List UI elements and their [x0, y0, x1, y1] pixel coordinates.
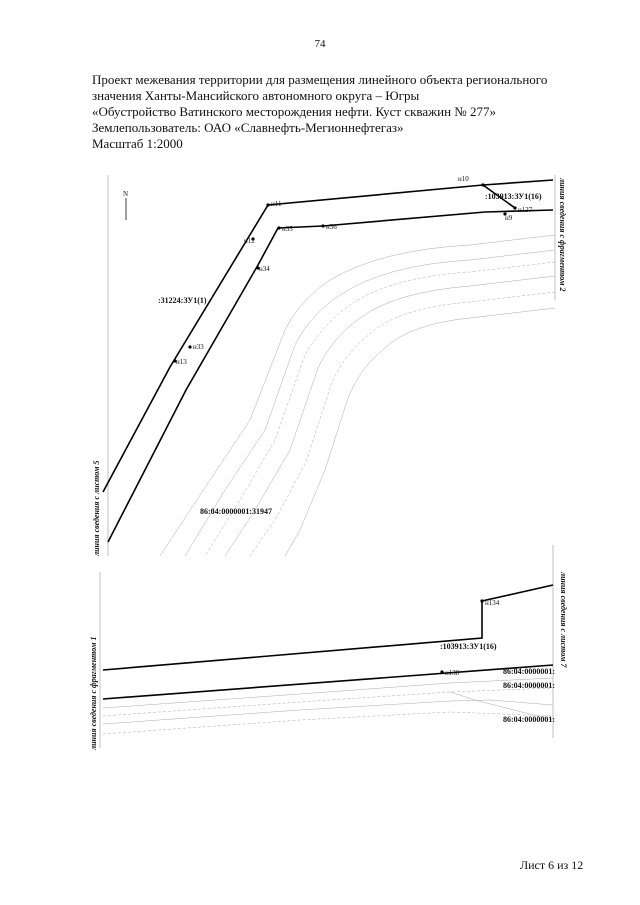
point-label: н13: [176, 358, 187, 366]
side-label-right: линия сведения с фрагментом 2: [558, 178, 567, 292]
parcel-label: :103913:ЗУ1(16): [485, 192, 542, 201]
header-line: Землепользователь: ОАО «Славнефть-Мегионнефтегаз»: [92, 120, 404, 135]
scale-line: Масштаб 1:2000: [92, 136, 183, 151]
point-markers: [440, 599, 483, 673]
point-label: н10: [458, 175, 469, 183]
point-label: н138: [445, 669, 460, 677]
side-label-left: линия сведения с фрагментом 1: [89, 636, 98, 750]
parcel-label: :103913:ЗУ1(16): [440, 642, 497, 651]
point-label: н9: [505, 214, 513, 222]
boundary-lines: [103, 180, 553, 542]
parcel-label: :31224:ЗУ1(1): [158, 296, 207, 305]
side-label-left: линия сведения с листом 5: [92, 460, 101, 556]
sheet-number: Лист 6 из 12: [520, 858, 584, 872]
point-label: н134: [485, 599, 500, 607]
point-label: н36: [326, 223, 337, 231]
top-fragment: [92, 175, 567, 557]
point-label: н137: [518, 206, 533, 214]
cadastral-label: 86:04:0000001:: [503, 667, 555, 676]
point-label: н35: [282, 225, 293, 233]
side-label-right: линия сведения с листом 7: [559, 572, 568, 668]
point-markers: [173, 183, 516, 362]
cadastral-label: 86:04:0000001:31947: [200, 507, 272, 516]
header-line: «Обустройство Ватинского месторождения нефти. Куст скважин № 277»: [92, 104, 496, 119]
north-label: N: [123, 190, 129, 198]
point-label: н33: [193, 343, 204, 351]
cadastral-label: 86:04:0000001:: [503, 715, 555, 724]
cadastral-label: 86:04:0000001:: [503, 681, 555, 690]
header-line: Проект межевания территории для размещения линейного объекта регионального: [92, 72, 548, 87]
bottom-fragment: [89, 545, 568, 751]
road-lines: [103, 678, 553, 734]
point-label: н12: [244, 237, 255, 245]
point-label: н34: [259, 265, 270, 273]
page-number: 74: [314, 38, 326, 50]
point-label: н11: [271, 200, 282, 208]
header-line: значения Ханты-Мансийского автономного округа – Югры: [92, 88, 420, 103]
